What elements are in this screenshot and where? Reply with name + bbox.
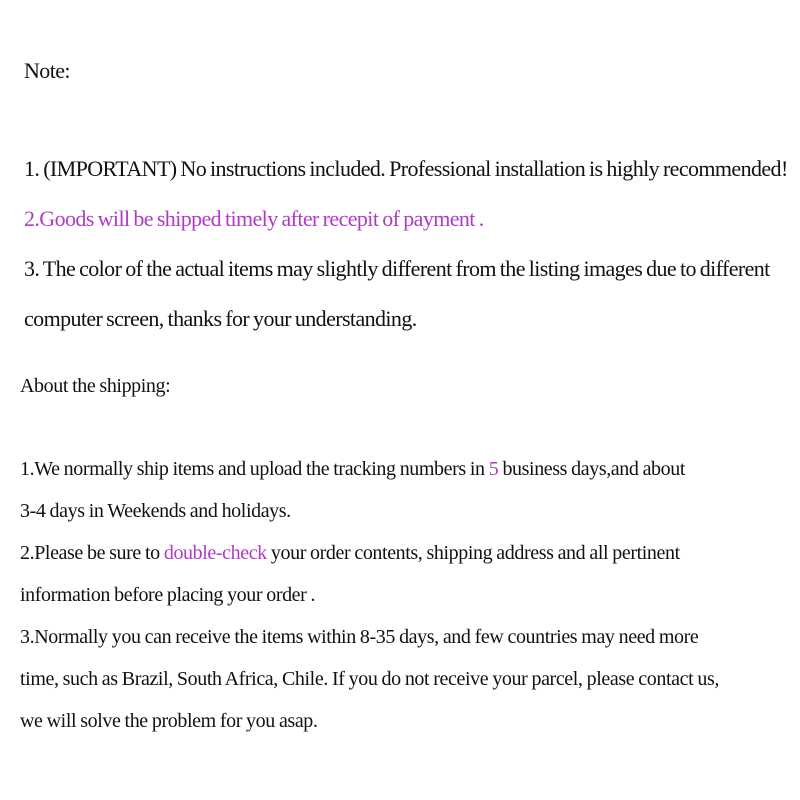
shipping-item-2-text-after: your order contents, shipping address and all pertinent [266,542,680,564]
shipping-item-1-line-1 [20,458,685,481]
shipping-item-3-line-2: time, such as Brazil, South Africa, Chile. If you do not receive your parcel, please contact us, [20,668,719,690]
shipping-item-2-line-1 [20,542,680,565]
note-heading: Note: [24,58,70,83]
note-item-3-line-1: 3. The color of the actual items may slightly different from the listing images due to different [24,256,770,281]
shipping-item-2-line-2: information before placing your order . [20,584,316,606]
shipping-item-1-line-2: 3-4 days in Weekends and holidays. [20,500,291,522]
shipping-item-3-line-3: we will solve the problem for you asap. [20,710,318,732]
shipping-item-1-text-before: 1.We normally ship items and upload the tracking numbers in [20,458,489,480]
shipping-item-1-text-after: business days,and about [498,458,686,480]
shipping-days-highlight: 5 [488,458,499,480]
shipping-heading: About the shipping: [20,375,171,397]
note-item-2: 2.Goods will be shipped timely after recepit of payment . [24,206,484,231]
double-check-highlight: double-check [163,542,267,564]
shipping-item-3-line-1: 3.Normally you can receive the items within 8-35 days, and few countries may need more [20,626,699,648]
note-item-1: 1. (IMPORTANT) No instructions included. Professional installation is highly recommended! [24,156,788,181]
shipping-item-2-text-before: 2.Please be sure to [20,542,164,564]
note-item-3-line-2: computer screen, thanks for your understanding. [24,306,417,331]
